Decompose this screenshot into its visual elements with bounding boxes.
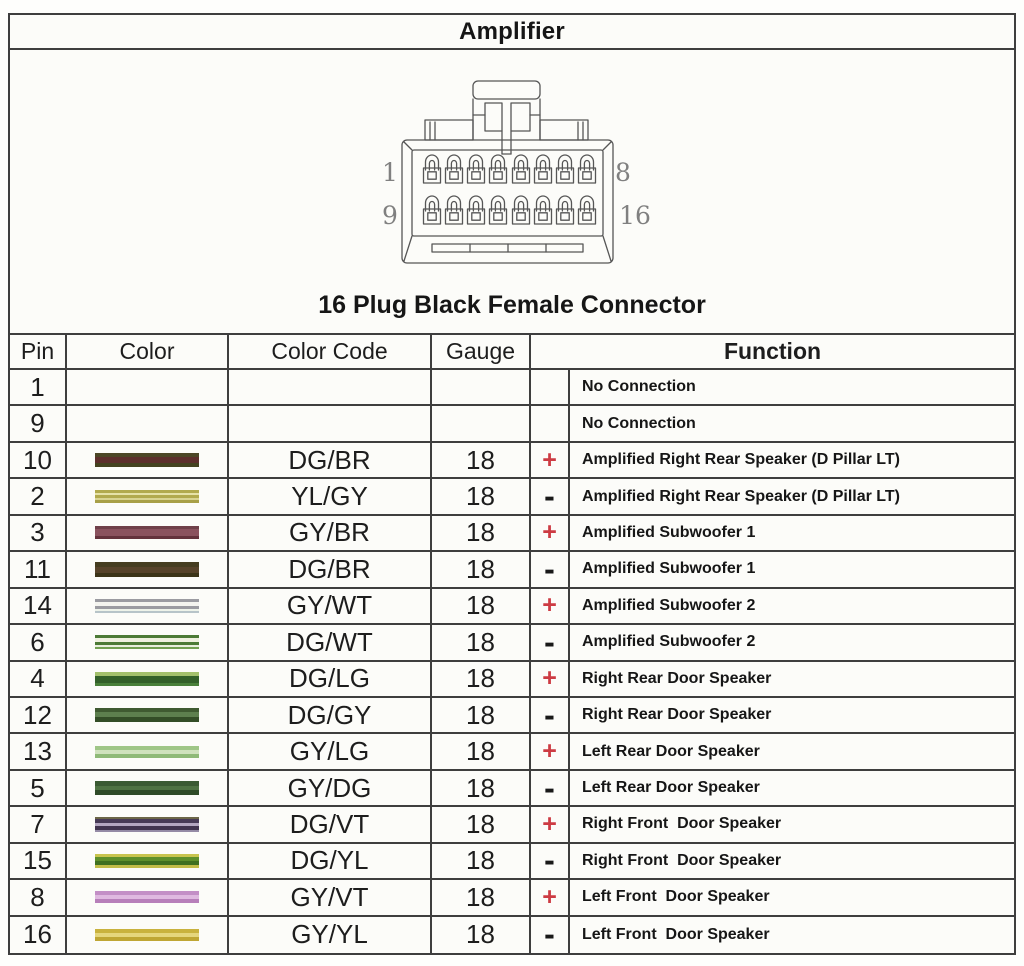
polarity-cell: + bbox=[531, 734, 570, 770]
color-code-cell: DG/BR bbox=[229, 443, 432, 479]
wire-color-swatch bbox=[95, 854, 199, 868]
polarity-cell: - bbox=[531, 552, 570, 588]
polarity-cell: + bbox=[531, 880, 570, 916]
wire-color-cell bbox=[67, 589, 229, 625]
wire-color-cell bbox=[67, 807, 229, 843]
pin-label-8: 8 bbox=[615, 158, 631, 187]
gauge-cell: 18 bbox=[432, 880, 531, 916]
wire-color-cell bbox=[67, 625, 229, 661]
pinout-table bbox=[10, 335, 1014, 953]
pin-cell: 5 bbox=[10, 771, 67, 807]
pin-cell: 10 bbox=[10, 443, 67, 479]
pin-cell: 14 bbox=[10, 589, 67, 625]
function-cell: Right Front Door Speaker bbox=[570, 844, 1014, 880]
pin-label-1: 1 bbox=[382, 158, 398, 187]
wire-color-swatch bbox=[95, 672, 199, 686]
function-cell: No Connection bbox=[570, 406, 1014, 442]
wire-color-cell bbox=[67, 552, 229, 588]
wire-color-swatch bbox=[95, 817, 199, 832]
color-code-cell: DG/YL bbox=[229, 844, 432, 880]
function-cell: Amplified Right Rear Speaker (D Pillar LT) bbox=[570, 443, 1014, 479]
wire-color-cell bbox=[67, 443, 229, 479]
polarity-cell: - bbox=[531, 771, 570, 807]
pin-cell: 8 bbox=[10, 880, 67, 916]
color-code-cell: GY/WT bbox=[229, 589, 432, 625]
polarity-cell: - bbox=[531, 479, 570, 515]
wire-color-cell bbox=[67, 844, 229, 880]
gauge-cell: 18 bbox=[432, 771, 531, 807]
gauge-cell: 18 bbox=[432, 479, 531, 515]
function-cell: Left Rear Door Speaker bbox=[570, 734, 1014, 770]
gauge-cell: 18 bbox=[432, 516, 531, 552]
function-cell: Amplified Right Rear Speaker (D Pillar LT) bbox=[570, 479, 1014, 515]
wire-color-swatch bbox=[95, 490, 199, 503]
polarity-cell: - bbox=[531, 844, 570, 880]
gauge-cell: 18 bbox=[432, 625, 531, 661]
pin-cell: 7 bbox=[10, 807, 67, 843]
gauge-cell: 18 bbox=[432, 844, 531, 880]
wire-color-swatch bbox=[95, 635, 199, 649]
pin-cell: 16 bbox=[10, 917, 67, 953]
color-code-cell: YL/GY bbox=[229, 479, 432, 515]
title-bar bbox=[10, 15, 1014, 50]
gauge-cell: 18 bbox=[432, 734, 531, 770]
wire-color-swatch bbox=[95, 562, 199, 577]
function-cell: Left Front Door Speaker bbox=[582, 925, 770, 943]
function-cell: Amplified Subwoofer 2 bbox=[570, 625, 1014, 661]
polarity-cell bbox=[531, 406, 570, 442]
wire-color-cell bbox=[67, 734, 229, 770]
polarity-cell: + bbox=[531, 516, 570, 552]
color-code-cell: DG/VT bbox=[229, 807, 432, 843]
pin-label-16: 16 bbox=[619, 201, 651, 230]
color-code-cell: DG/BR bbox=[229, 552, 432, 588]
connector-diagram bbox=[350, 78, 700, 278]
gauge-cell bbox=[432, 370, 531, 406]
left-shoulder bbox=[425, 120, 473, 140]
header-gauge: Gauge bbox=[432, 335, 531, 370]
function-cell: Right Rear Door Speaker bbox=[570, 662, 1014, 698]
gauge-cell: 18 bbox=[432, 698, 531, 734]
pin-cell: 1 bbox=[10, 370, 67, 406]
connector-caption: 16 Plug Black Female Connector bbox=[318, 291, 706, 319]
color-code-cell: GY/DG bbox=[229, 771, 432, 807]
header-color: Color bbox=[67, 335, 229, 370]
color-code-cell: GY/BR bbox=[229, 516, 432, 552]
wire-color-cell bbox=[67, 662, 229, 698]
wire-color-swatch bbox=[95, 599, 199, 613]
gauge-cell: 18 bbox=[432, 917, 531, 953]
function-cell: Right Front Door Speaker bbox=[570, 807, 1014, 843]
wire-color-cell bbox=[67, 917, 229, 953]
page-title: Amplifier bbox=[459, 17, 565, 45]
wire-color-swatch bbox=[95, 781, 199, 795]
gauge-cell: 18 bbox=[432, 807, 531, 843]
function-cell: Amplified Subwoofer 2 bbox=[570, 589, 1014, 625]
wire-color-swatch bbox=[95, 746, 199, 758]
gauge-cell bbox=[432, 406, 531, 442]
color-code-cell: DG/WT bbox=[229, 625, 432, 661]
wire-color-cell bbox=[67, 880, 229, 916]
gauge-cell: 18 bbox=[432, 589, 531, 625]
pin-cell: 2 bbox=[10, 479, 67, 515]
wire-color-cell bbox=[67, 771, 229, 807]
wire-color-swatch bbox=[95, 708, 199, 722]
wire-color-swatch bbox=[95, 929, 199, 941]
color-code-cell bbox=[229, 370, 432, 406]
polarity-cell: + bbox=[531, 589, 570, 625]
polarity-cell: - bbox=[531, 917, 570, 953]
function-cell: Left Rear Door Speaker bbox=[570, 771, 1014, 807]
right-shoulder bbox=[540, 120, 588, 140]
pin-cell: 15 bbox=[10, 844, 67, 880]
polarity-cell: - bbox=[531, 625, 570, 661]
function-cell: Amplified Subwoofer 1 bbox=[570, 516, 1014, 552]
polarity-cell: + bbox=[531, 443, 570, 479]
wire-color-swatch bbox=[95, 453, 199, 467]
function-cell: Right Rear Door Speaker bbox=[570, 698, 1014, 734]
color-code-cell: DG/LG bbox=[229, 662, 432, 698]
wire-color-swatch bbox=[95, 526, 199, 539]
pin-cell: 13 bbox=[10, 734, 67, 770]
pin-cell: 3 bbox=[10, 516, 67, 552]
wire-color-cell bbox=[67, 479, 229, 515]
pin-cell: 11 bbox=[10, 552, 67, 588]
color-code-cell: GY/YL bbox=[229, 917, 432, 953]
pin-cell: 12 bbox=[10, 698, 67, 734]
header-function: Function bbox=[531, 335, 1014, 370]
wire-color-cell bbox=[67, 406, 229, 442]
wire-color-cell bbox=[67, 698, 229, 734]
document-sheet bbox=[8, 13, 1016, 955]
color-code-cell bbox=[229, 406, 432, 442]
connector-section bbox=[10, 50, 1014, 335]
latch-cap bbox=[473, 81, 540, 99]
pin-label-9: 9 bbox=[382, 201, 398, 230]
gauge-cell: 18 bbox=[432, 552, 531, 588]
color-code-cell: GY/LG bbox=[229, 734, 432, 770]
function-cell: Left Front Door Speaker bbox=[570, 880, 1014, 916]
color-code-cell: DG/GY bbox=[229, 698, 432, 734]
wire-color-swatch bbox=[95, 891, 199, 903]
polarity-cell: + bbox=[531, 807, 570, 843]
pin-cell: 6 bbox=[10, 625, 67, 661]
function-cell: Amplified Subwoofer 1 bbox=[570, 552, 1014, 588]
gauge-cell: 18 bbox=[432, 662, 531, 698]
function-cell: No Connection bbox=[570, 370, 1014, 406]
polarity-cell bbox=[531, 370, 570, 406]
gauge-cell: 18 bbox=[432, 443, 531, 479]
color-code-cell: GY/VT bbox=[229, 880, 432, 916]
polarity-cell: - bbox=[531, 698, 570, 734]
pin-cell: 9 bbox=[10, 406, 67, 442]
header-pin: Pin bbox=[10, 335, 67, 370]
wire-color-cell bbox=[67, 370, 229, 406]
header-color-code: Color Code bbox=[229, 335, 432, 370]
wire-color-cell bbox=[67, 516, 229, 552]
polarity-cell: + bbox=[531, 662, 570, 698]
pin-cell: 4 bbox=[10, 662, 67, 698]
